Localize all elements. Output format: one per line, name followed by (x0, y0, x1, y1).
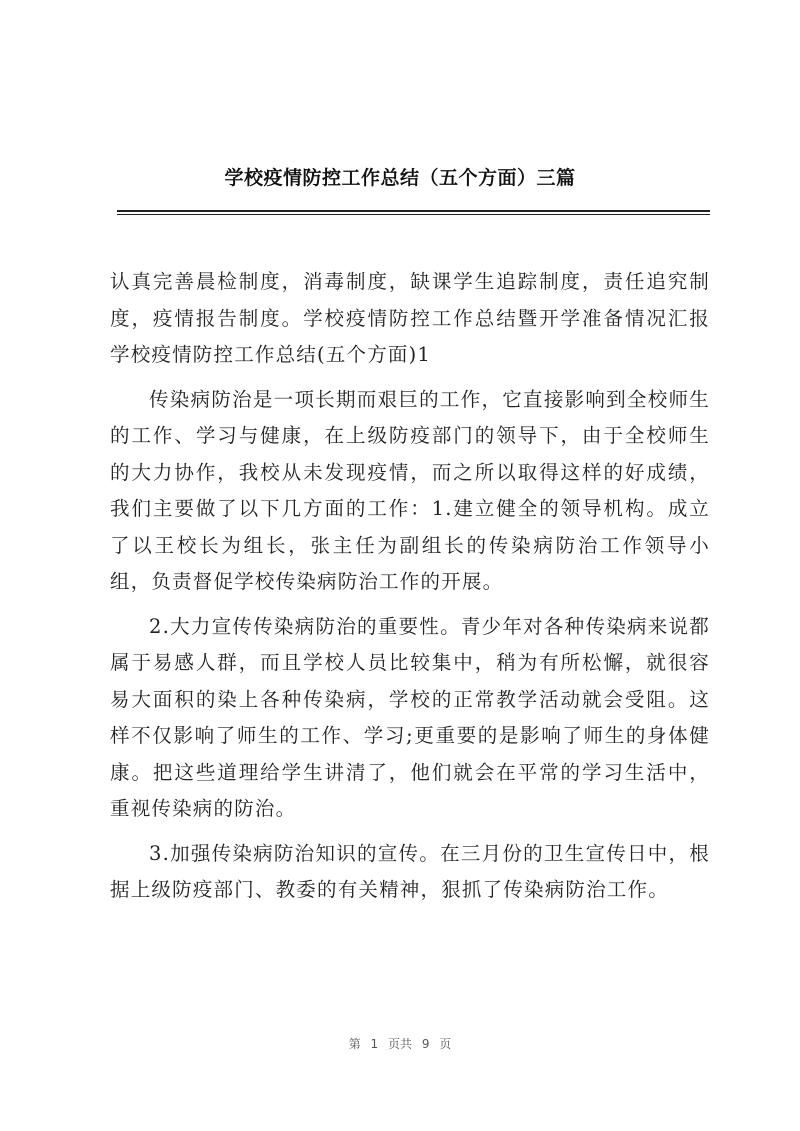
title-rule-thin (117, 214, 710, 215)
paragraph: 3.加强传染病防治知识的宣传。在三月份的卫生宣传日中，根据上级防疫部门、教委的有关精神，狠抓了传染病防治工作。 (110, 841, 710, 901)
document-body (110, 264, 710, 909)
page-footer: 第 1 页共 9 页 (348, 1037, 452, 1051)
paragraph: 2.大力宣传传染病防治的重要性。青少年对各种传染病来说都属于易感人群，而且学校人员比较集中，稍为有所松懈，就很容易大面积的染上各种传染病，学校的正常教学活动就会受阻。这样不仅影响了师生的工作、学习;更重要的是影响了师生的身体健康。把这些道理给学生讲清了，他们就会在平常的学习生活中，重视传染病的防治。 (110, 614, 710, 820)
document-title: 学校疫情防控工作总结（五个方面）三篇 (224, 167, 576, 189)
paragraph: 认真完善晨检制度，消毒制度，缺课学生追踪制度，责任追究制度，疫情报告制度。学校疫情防控工作总结暨开学准备情况汇报学校疫情防控工作总结(五个方面)1 (110, 270, 710, 366)
title-rule-thick (117, 210, 710, 212)
paragraph: 传染病防治是一项长期而艰巨的工作，它直接影响到全校师生的工作、学习与健康，在上级防疫部门的领导下，由于全校师生的大力协作，我校从未发现疫情，而之所以取得这样的好成绩，我们主要做了以下几方面的工作：1.建立健全的领导机构。成立了以王校长为组长，张主任为副组长的传染病防治工作领导小组，负责督促学校传染病防治工作的开展。 (110, 387, 710, 593)
